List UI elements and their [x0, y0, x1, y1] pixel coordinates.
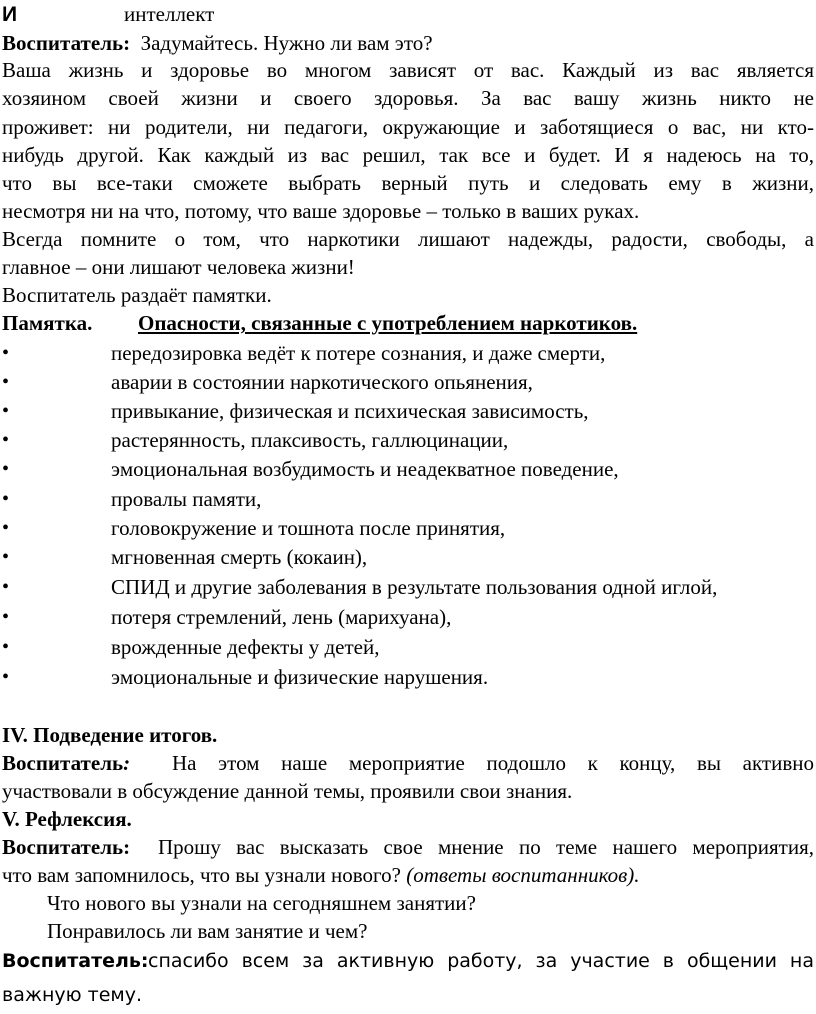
summary-line-2: участвовали в обсуждение данной темы, проявили свои знания. [2, 779, 573, 803]
reflection-line-2: что вам запомнилось, что вы узнали нового? (ответы воспитанников). [2, 863, 640, 887]
bullet-icon: • [2, 342, 10, 364]
document-page: И интеллект Воспитатель: Задумайтесь. Нужно ли вам это? Ваша жизнь и здоровье во многом зависят от вас. Каждый из вас является хозяином своей жизни и своего здоровья. За вас вашу жизнь никто не проживет: ни родители, ни педагоги, окружающие и заботящиеся о вас, ни кто- нибудь другой. Как каждый из вас решил, так все и будет. И я надеюсь на то, что вы все-таки сможете выбрать верный путь и следовать ему в жизни, несмотря ни на что, потому, что ваше здоровье – только в ваших руках. Всегда помните о том, что наркотики лишают надежды, радости, свободы, а главное – они лишают человека жизни! Воспитатель раздаёт памятки. Памятка. Опасности, связанные с употреблением наркотиков. • передозировка ведёт к потере сознания, и даже смерти, • аварии в состоянии наркотического опьянения, • привыкание, физическая и психическая зависимость, • растерянность, плаксивость, галлюцинации, • эмоциональная возбудимость и неадекватное поведение, • провалы памяти, • головокружение и тошнота после принятия, • мгновенная смерть (кокаин), • СПИД и другие заболевания в результате пользования одной иглой, • потеря стремлений, лень (марихуана), • врожденные дефекты у детей, • эмоциональные и физические нарушения. IV. Подведение итогов. Воспитатель: На этом наше мероприятие подошло к концу, вы активно участвовали в обсуждение данной темы, проявили свои знания. V. Рефлексия. Воспитатель: Прошу вас высказать свое мнение по теме нашего мероприятия, что вам запомнилось, что вы узнали нового? (ответы воспитанников). Что нового вы узнали на сегодняшнем занятии? Понравилось ли вам занятие и чем? Воспитатель: спасибо всем за активную работу, за участие в общении на важную тему. [0, 0, 816, 1014]
summary-line-1 [2, 749, 814, 777]
paragraph-line: что вы все-таки сможете выбрать верный путь и следовать ему в жизни, [2, 171, 814, 195]
intro-text: Задумайтесь. Нужно ли вам это? [140, 31, 433, 55]
bullet-icon: • [2, 429, 10, 451]
top-line [2, 0, 215, 29]
reflection-text: Прошу вас высказать свое мнение по теме нашего мероприятия, [158, 835, 814, 859]
section-heading-4: IV. Подведение итогов. [2, 723, 218, 747]
paragraph-line: Всегда помните о том, что наркотики лишают надежды, радости, свободы, а [2, 227, 814, 251]
memo-title: Опасности, связанные с употреблением наркотиков. [138, 311, 638, 335]
bullet-icon: • [2, 517, 10, 539]
top-letter: И [2, 3, 18, 26]
speaker-label: Воспитатель: [2, 950, 149, 972]
summary-text: На этом наше мероприятие подошло к концу, вы активно [172, 751, 814, 775]
bullet-icon: • [2, 576, 10, 598]
reflection-note: (ответы воспитанников) [406, 863, 635, 887]
paragraph-line: хозяином своей жизни и своего здоровья. За вас вашу жизнь никто не [2, 86, 814, 110]
speaker-label: Воспитатель: [2, 835, 131, 859]
question-1: Что нового вы узнали на сегодняшнем занятии? [47, 891, 476, 915]
intro-line [2, 29, 433, 57]
paragraph-line: главное – они лишают человека жизни! [2, 255, 355, 279]
section-heading-5: V. Рефлексия. [2, 807, 132, 831]
bullet-icon: • [2, 488, 10, 510]
bullet-icon: • [2, 666, 10, 688]
speaker-colon: : [123, 751, 131, 775]
question-2: Понравилось ли вам занятие и чем? [47, 919, 368, 943]
speaker-label: Воспитатель: [2, 31, 131, 55]
paragraph-line: Ваша жизнь и здоровье во многом зависят от вас. Каждый из вас является [2, 58, 814, 82]
bullet-icon: • [2, 636, 10, 658]
speaker-label: Воспитатель [2, 751, 124, 775]
memo-label: Памятка. [2, 311, 93, 335]
memo-distribution-line: Воспитатель раздаёт памятки. [2, 283, 272, 307]
bullet-icon: • [2, 458, 10, 480]
closing-text: спасибо всем за активную работу, за участие в общении на [148, 950, 814, 972]
reflection-line-1 [2, 833, 814, 861]
paragraph-line: проживет: ни родители, ни педагоги, окружающие и заботящиеся о вас, ни кто- [2, 115, 814, 139]
top-word: интеллект [124, 2, 215, 26]
paragraph-line: несмотря ни на что, потому, что ваше здоровье – только в ваших руках. [2, 199, 640, 223]
bullet-icon: • [2, 400, 10, 422]
closing-line-1 [2, 946, 814, 976]
closing-line-2: важную тему. [2, 984, 143, 1006]
bullet-icon: • [2, 371, 10, 393]
bullet-icon: • [2, 606, 10, 628]
memo-heading [2, 309, 638, 337]
paragraph-line: нибудь другой. Как каждый из вас решил, так все и будет. И я надеюсь на то, [2, 143, 814, 167]
bullet-icon: • [2, 546, 10, 568]
